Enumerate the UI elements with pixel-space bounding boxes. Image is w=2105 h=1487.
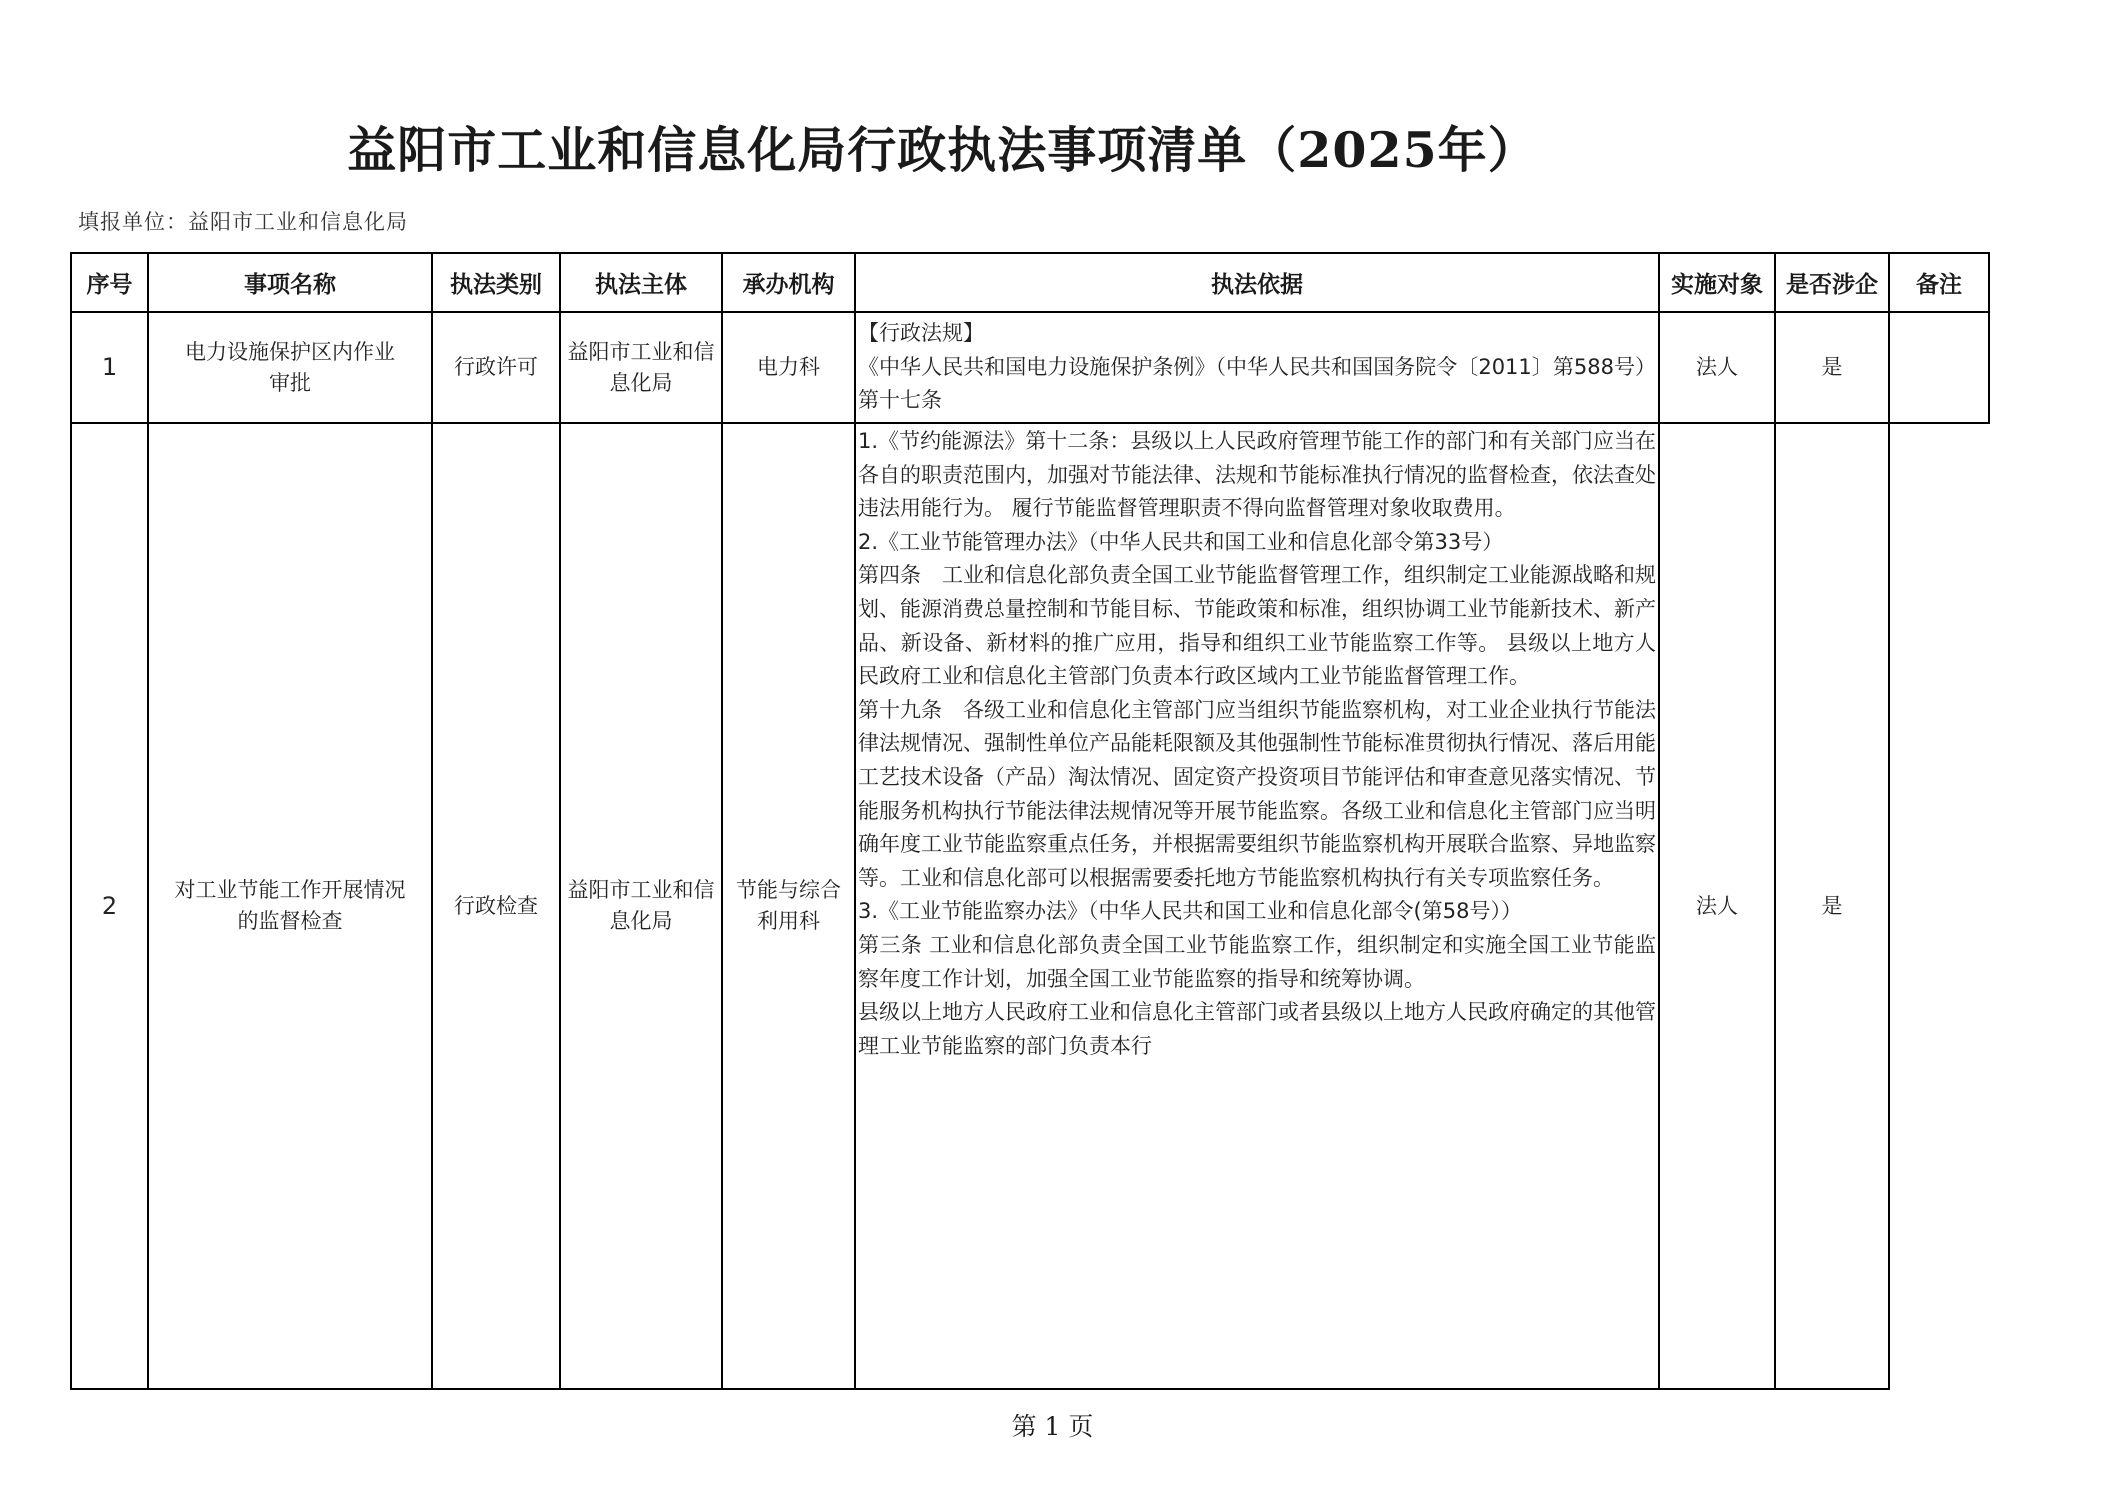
row-subject: 益阳市工业和信息化局 (560, 423, 722, 1389)
basis-line: 2.《工业节能管理办法》（中华人民共和国工业和信息化部令第33号） (858, 529, 1504, 554)
row-name: 电力设施保护区内作业审批 (148, 312, 432, 423)
row-category: 行政检查 (432, 423, 560, 1389)
reporting-unit: 填报单位：益阳市工业和信息化局 (78, 210, 408, 234)
basis-line: 第四条 工业和信息化部负责全国工业节能监督管理工作，组织制定工业能源战略和规划、能源消费总量控制和节能目标、节能政策和标准，组织协调工业节能新技术、新产品、新设备、新材料的推广应用，指导和组织工业节能监察工作等。 县级以上地方人民政府工业和信息化主管部门负责本行政区域内工业节能监督管理工作。 (858, 563, 1656, 689)
row-name: 对工业节能工作开展情况的监督检查 (148, 423, 432, 1389)
row-enterprise: 是 (1775, 312, 1889, 423)
basis-line: 1.《节约能源法》第十二条：县级以上人民政府管理节能工作的部门和有关部门应当在各自的职责范围内，加强对节能法律、法规和节能标准执行情况的监督检查，依法查处违法用能行为。 履行节能监督管理职责不得向监督管理对象收取费用。 (858, 429, 1656, 521)
row-category: 行政许可 (432, 312, 560, 423)
basis-line: 县级以上地方人民政府工业和信息化主管部门或者县级以上地方人民政府确定的其他管理工业节能监察的部门负责本行 (858, 1000, 1656, 1058)
table-row (71, 423, 1989, 1389)
row-basis (855, 312, 1659, 423)
header-enterprise: 是否涉企 (1775, 253, 1889, 312)
row-office: 电力科 (722, 312, 855, 423)
page-footer: 第 1 页 (1011, 1412, 1094, 1441)
header-basis: 执法依据 (855, 253, 1659, 312)
row-subject: 益阳市工业和信息化局 (560, 312, 722, 423)
document-title: 益阳市工业和信息化局行政执法事项清单（2025年） (347, 121, 1538, 179)
header-target: 实施对象 (1659, 253, 1775, 312)
row-target: 法人 (1659, 423, 1775, 1389)
row-basis (855, 423, 1659, 1389)
basis-line: 3.《工业节能监察办法》（中华人民共和国工业和信息化部令(第58号）） (858, 899, 1522, 924)
header-note: 备注 (1889, 253, 1989, 312)
basis-line: 《中华人民共和国电力设施保护条例》（中华人民共和国国务院令〔2011〕第588号）第十七条 (858, 354, 1656, 413)
header-subject: 执法主体 (560, 253, 722, 312)
header-category: 执法类别 (432, 253, 560, 312)
header-office: 承办机构 (722, 253, 855, 312)
row-no: 2 (71, 423, 148, 1389)
row-note (1889, 423, 1989, 1389)
row-office: 节能与综合利用科 (722, 423, 855, 1389)
enforcement-table (70, 252, 1990, 1390)
basis-line: 【行政法规】 (858, 321, 984, 346)
row-no: 1 (71, 312, 148, 423)
header-no: 序号 (71, 253, 148, 312)
row-enterprise: 是 (1775, 423, 1889, 1389)
table-row (71, 312, 1989, 423)
row-note (1889, 312, 1989, 423)
header-row (71, 253, 1989, 312)
basis-line: 第十九条 各级工业和信息化主管部门应当组织节能监察机构，对工业企业执行节能法律法规情况、强制性单位产品能耗限额及其他强制性节能标准贯彻执行情况、落后用能工艺技术设备（产品）淘汰情况、固定资产投资项目节能评估和审查意见落实情况、节能服务机构执行节能法律法规情况等开展节能监察。各级工业和信息化主管部门应当明确年度工业节能监察重点任务，并根据需要组织节能监察机构开展联合监察、异地监察等。工业和信息化部可以根据需要委托地方节能监察机构执行有关专项监察任务。 (858, 697, 1656, 890)
header-name: 事项名称 (148, 253, 432, 312)
row-target: 法人 (1659, 312, 1775, 423)
basis-line: 第三条 工业和信息化部负责全国工业节能监察工作，组织制定和实施全国工业节能监察年度工作计划，加强全国工业节能监察的指导和统筹协调。 (858, 932, 1656, 991)
